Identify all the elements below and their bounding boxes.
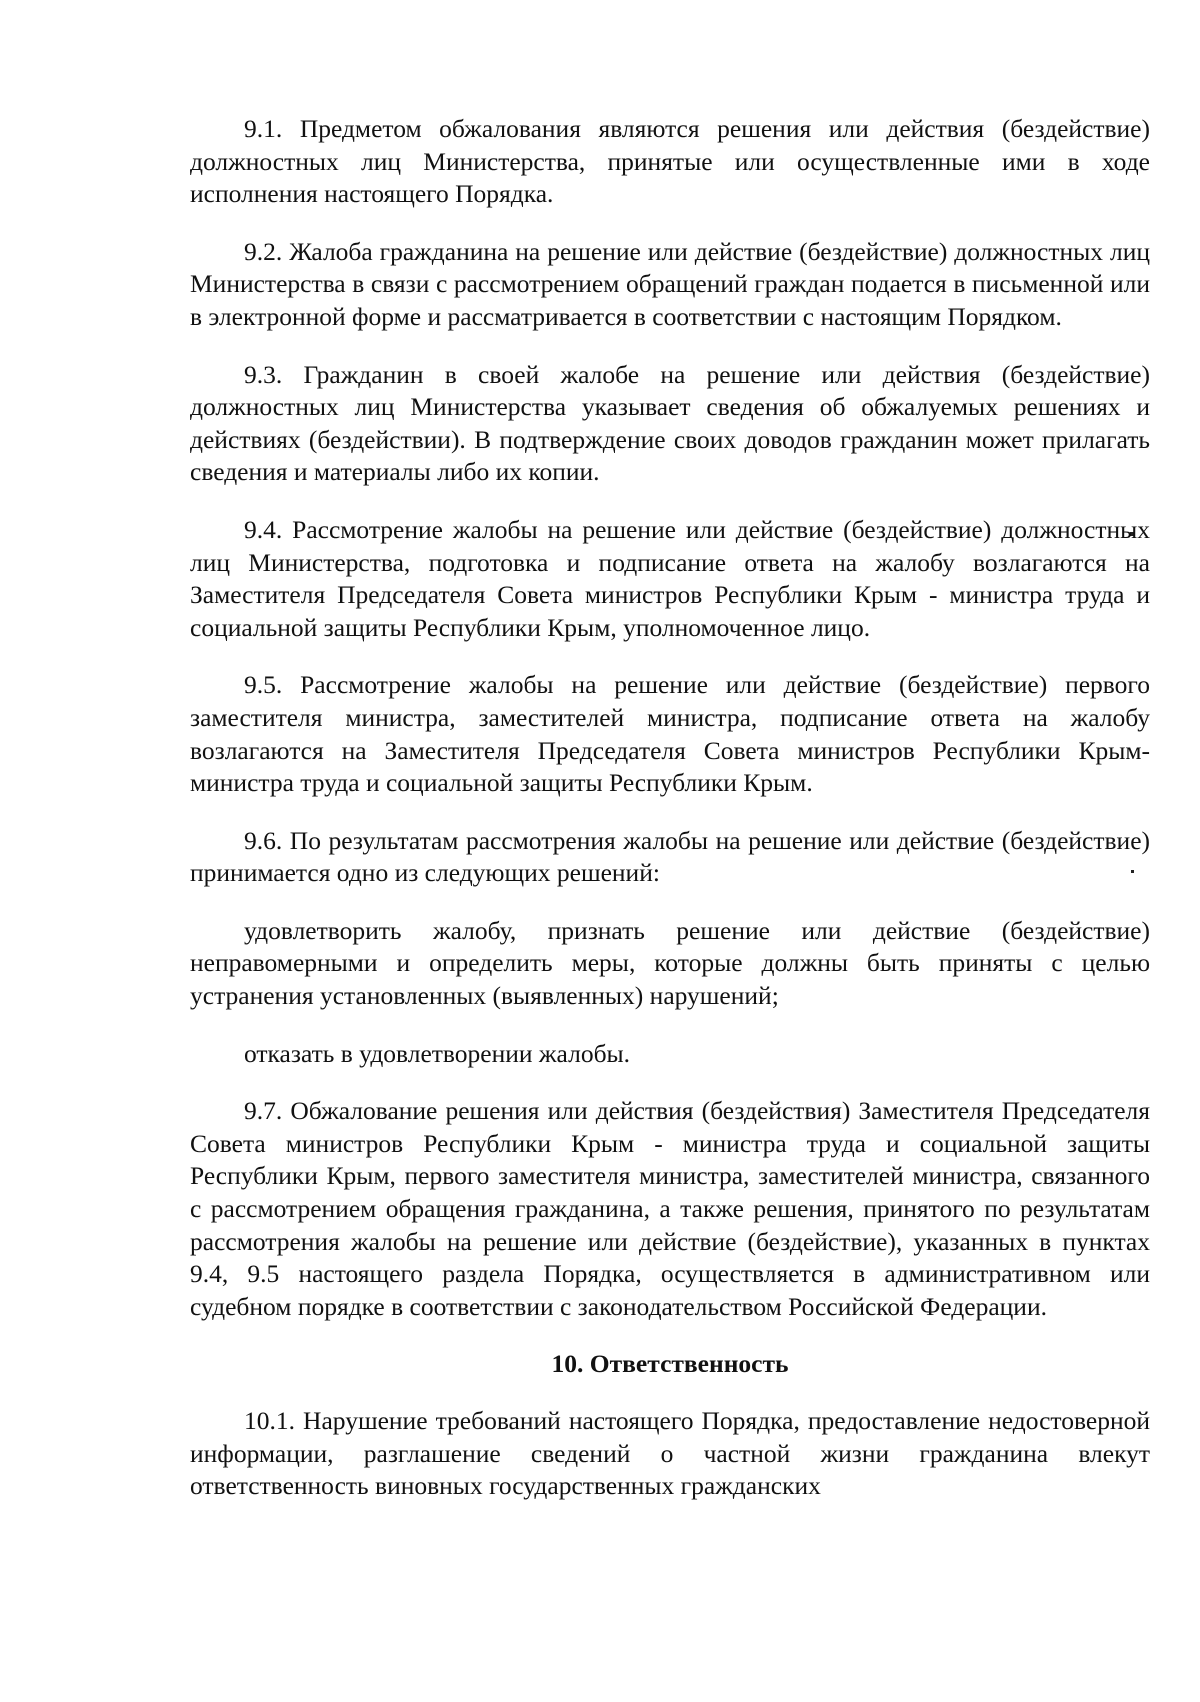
- paragraph-9-3: 9.3. Гражданин в своей жалобе на решение или действия (бездействие) должностных лиц Министерства указывает сведения об обжалуемых решениях и действиях (бездействии). В подтверждение своих доводов гражданин может прилагать сведения и материалы либо их копии.: [190, 359, 1150, 487]
- paragraph-9-2: 9.2. Жалоба гражданина на решение или действие (бездействие) должностных лиц Министерства в связи с рассмотрением обращений граждан подается в письменной или в электронной форме и рассматривается в соответствии с настоящим Порядком.: [190, 236, 1150, 331]
- paragraph-9-7: 9.7. Обжалование решения или действия (бездействия) Заместителя Председателя Совета министров Республики Крым - министра труда и социальной защиты Республики Крым, первого заместителя министра, заместителей министра, связанного с рассмотрением обращения гражданина, а также решения, принятого по результатам рассмотрения жалобы на решение или действие (бездействие), указанных в пунктах 9.4, 9.5 настоящего раздела Порядка, осуществляется в административном или судебном порядке в соответствии с законодательством Российской Федерации.: [190, 1096, 1150, 1321]
- list-option-satisfy: удовлетворить жалобу, признать решение или действие (бездействие) неправомерными и определить меры, которые должны быть приняты с целью устранения установленных (выявленных) нарушений;: [190, 915, 1150, 1011]
- document-body: [190, 113, 1150, 1528]
- paragraph-9-1: 9.1. Предметом обжалования являются решения или действия (бездействие) должностных лиц Министерства, принятые или осуществленные ими в ходе исполнения настоящего Порядка.: [190, 114, 1150, 209]
- list-option-refuse: отказать в удовлетворении жалобы.: [244, 1038, 631, 1068]
- section-heading: 10. Ответственность: [551, 1349, 789, 1379]
- paragraph-10-1: 10.1. Нарушение требований настоящего Порядка, предоставление недостоверной информации, разглашение сведений о частной жизни гражданина влекут ответственность виновных государственных гражданских: [190, 1406, 1150, 1501]
- paragraph-9-5: 9.5. Рассмотрение жалобы на решение или действие (бездействие) первого заместителя министра, заместителей министра, подписание ответа на жалобу возлагаются на Заместителя Председателя Совета министров Республики Крым- министра труда и социальной защиты Республики Крым.: [190, 670, 1150, 798]
- paragraph-9-4: 9.4. Рассмотрение жалобы на решение или действие (бездействие) должностных лиц Министерства, подготовка и подписание ответа на жалобу возлагаются на Заместителя Председателя Совета министров Республики Крым - министра труда и социальной защиты Республики Крым, уполномоченное лицо.: [190, 514, 1150, 642]
- paragraph-9-6: 9.6. По результатам рассмотрения жалобы на решение или действие (бездействие) принимается одно из следующих решений:: [190, 825, 1150, 888]
